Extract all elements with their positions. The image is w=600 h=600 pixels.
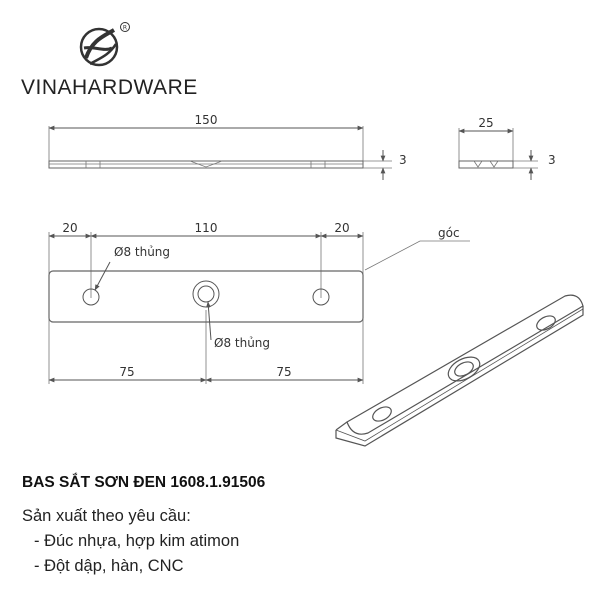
dim-thickness-end: 3	[548, 153, 556, 167]
dim-half-right: 75	[276, 365, 292, 379]
brand-name: VINAHARDWARE	[21, 76, 198, 99]
isometric-view	[336, 295, 583, 446]
front-view	[49, 221, 470, 384]
dim-half-left: 75	[119, 365, 135, 379]
brand-logo	[81, 23, 130, 66]
top-view	[49, 113, 407, 180]
dim-edge-left: 20	[62, 221, 78, 235]
end-view	[459, 116, 556, 180]
hole-label-bottom: Ø8 thủng	[214, 336, 271, 350]
list-item: - Đúc nhựa, hợp kim atimon	[34, 532, 240, 550]
list-item: - Đột dập, hàn, CNC	[34, 557, 184, 575]
product-description	[22, 504, 239, 579]
dim-width: 25	[478, 116, 494, 130]
registered-mark: R	[122, 24, 128, 32]
dim-length: 150	[194, 113, 218, 127]
production-note: Sản xuất theo yêu cầu:	[22, 507, 191, 525]
product-title: BAS SẮT SƠN ĐEN 1608.1.91506	[22, 474, 266, 491]
dim-edge-right: 20	[334, 221, 350, 235]
dim-thickness-top: 3	[399, 153, 407, 167]
dim-center-span: 110	[194, 221, 218, 235]
corner-label: góc	[438, 226, 460, 240]
hole-label-top: Ø8 thủng	[114, 245, 171, 259]
